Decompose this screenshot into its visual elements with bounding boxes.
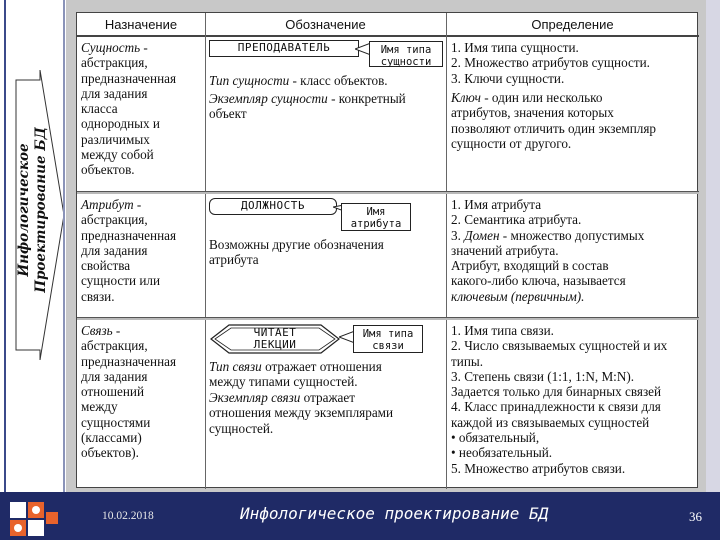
header-purpose: Назначение (77, 13, 205, 37)
attribute-callout: Имя атрибута (341, 203, 411, 231)
left-divider (63, 0, 65, 492)
side-title-line1: Инфологическое (16, 143, 32, 277)
row-divider (77, 317, 699, 320)
relationship-callout: Имя типа связи (353, 325, 423, 353)
relationship-definition: 1. Имя типа связи. 2. Число связываемых сущностей и их типы. 3. Степень связи (1:1, 1:N, M:N). Задается только для бинарных связей 4. Класс принадлежности к связи для каждой из связываемых сущностей • обязательный, • необязательный. 5. Множество атрибутов связи. (451, 323, 668, 476)
header-notation: Обозначение (205, 13, 446, 37)
attribute-definition (451, 197, 697, 304)
definition-table (76, 12, 698, 488)
relationship-type-term: Тип связи (209, 359, 262, 374)
entity-purpose (81, 40, 205, 178)
relationship-type-text (209, 359, 445, 390)
side-title (16, 75, 56, 345)
right-decoration (706, 0, 720, 492)
attribute-definition-a: 1. Имя атрибута 2. Семантика атрибута. 3. (451, 197, 582, 243)
relationship-purpose (81, 323, 205, 461)
relationship-instance-term: Экземпляр связи (209, 390, 301, 405)
key-term: Ключ (451, 90, 481, 105)
row-divider (77, 191, 699, 194)
attribute-purpose-text: - абстракция, предназначенная для задания свойства сущности или связи. (81, 197, 177, 304)
column-divider (446, 13, 447, 489)
attribute-notation-text: Возможны другие обозначения атрибута (209, 237, 384, 268)
content-frame (66, 0, 706, 492)
entity-key-definition (451, 90, 697, 151)
footer-date: 10.02.2018 (102, 510, 154, 522)
attribute-oval: ДОЛЖНОСТЬ (209, 198, 337, 215)
entity-instance-term: Экземпляр сущности (209, 91, 328, 106)
entity-definition: 1. Имя типа сущности. 2. Множество атрибутов сущности. 3. Ключи сущности. (451, 40, 650, 86)
footer-title: Инфологическое проектирование БД (240, 504, 549, 523)
side-title-line2: Проектирование БД (33, 127, 49, 293)
relationship-label: ЧИТАЕТ ЛЕКЦИИ (253, 326, 297, 351)
left-border-line (4, 0, 6, 540)
relationship-type-desc: отражает отношения между типами сущностей. (209, 359, 382, 390)
entity-term: Сущность (81, 40, 141, 55)
entity-instance-desc: - конкретный объект (209, 91, 406, 122)
page-number: 36 (689, 509, 702, 524)
entity-type-desc: - класс объектов. (289, 73, 388, 88)
left-decoration (0, 0, 64, 540)
attribute-purpose (81, 197, 205, 304)
relationship-term: Связь (81, 323, 113, 338)
relationship-purpose-text: - абстракция, предназначенная для задания отношений между сущностями (классами) объектов). (81, 323, 177, 461)
relationship-instance-text (209, 390, 445, 436)
entity-rectangle: ПРЕПОДАВАТЕЛЬ (209, 40, 359, 57)
header-definition: Определение (446, 13, 699, 37)
entity-callout: Имя типа сущности (369, 41, 443, 67)
key-attribute-term: ключевым (первичным). (451, 288, 585, 304)
domain-term: Домен (464, 227, 500, 243)
logo-icon (8, 498, 64, 538)
entity-type-text (209, 73, 445, 88)
entity-purpose-text: - абстракция, предназначенная для задания класса однородных и различимых между собой объектов. (81, 40, 177, 178)
entity-instance-text (209, 91, 445, 122)
attribute-term: Атрибут (81, 197, 134, 212)
entity-type-term: Тип сущности (209, 73, 290, 88)
attribute-definition-b: - множество допустимых значений атрибута. Атрибут, входящий в состав какого-либо ключа, называется (451, 227, 645, 289)
key-desc: - один или несколько атрибутов, значения которых позволяют отличить один экземпляр сущности от другого. (451, 90, 656, 151)
column-divider (205, 13, 206, 489)
relationship-instance-desc: отражает отношения между экземплярами сущностей. (209, 390, 394, 436)
